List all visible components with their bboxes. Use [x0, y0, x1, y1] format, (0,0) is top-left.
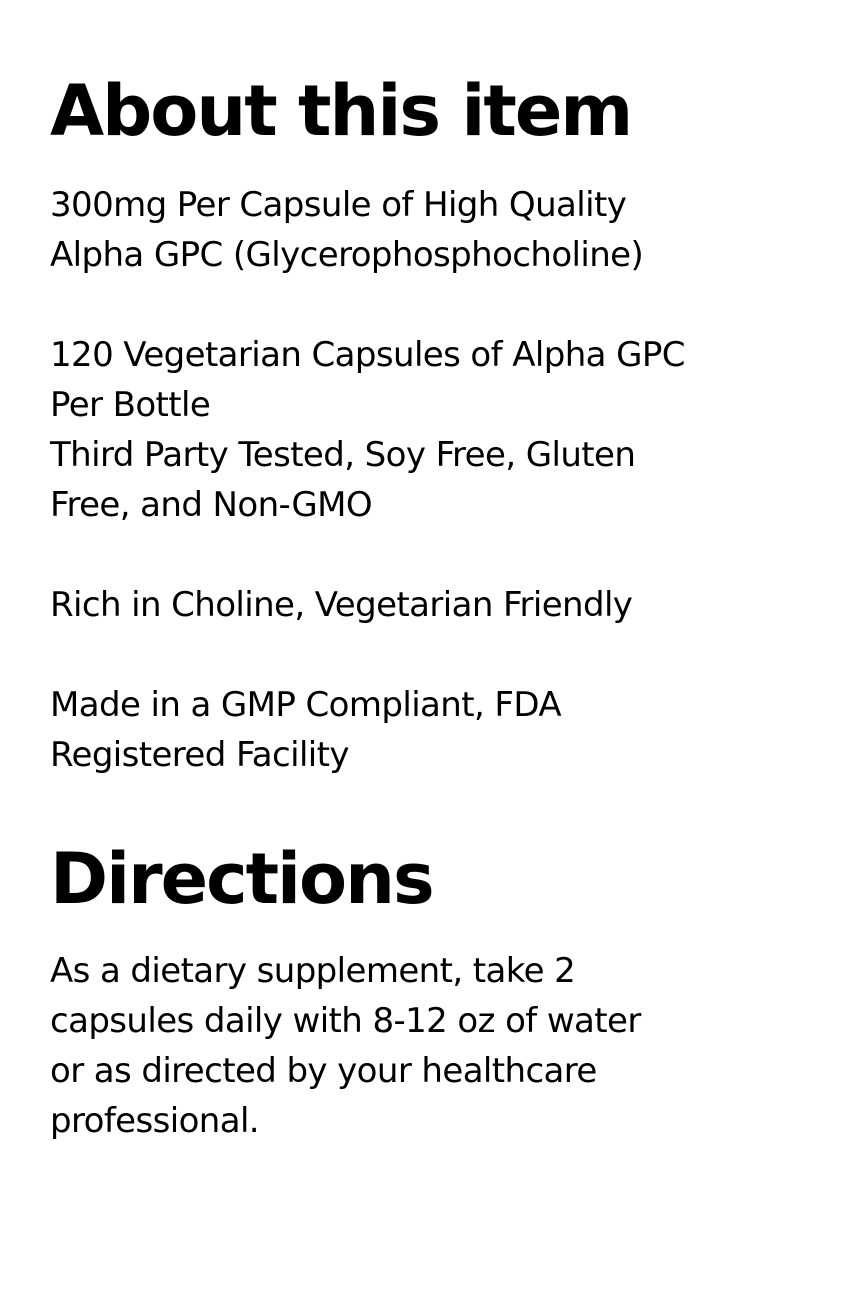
- about-line: Third Party Tested, Soy Free, Gluten: [50, 435, 636, 475]
- about-line: Registered Facility: [50, 735, 349, 775]
- about-line: 300mg Per Capsule of High Quality: [50, 185, 627, 225]
- about-bullet-choline: [50, 580, 830, 630]
- directions-heading: Directions: [50, 838, 433, 920]
- about-line: Per Bottle: [50, 385, 211, 425]
- about-line: Rich in Choline, Vegetarian Friendly: [50, 585, 633, 625]
- directions-line: As a dietary supplement, take 2: [50, 951, 576, 991]
- about-line: Free, and Non-GMO: [50, 485, 373, 525]
- directions-text: [50, 946, 830, 1146]
- about-line: 120 Vegetarian Capsules of Alpha GPC: [50, 335, 685, 375]
- about-bullet-bottle-testing: [50, 330, 830, 530]
- directions-line: or as directed by your healthcare: [50, 1051, 597, 1091]
- directions-line: professional.: [50, 1101, 260, 1141]
- about-line: Alpha GPC (Glycerophosphocholine): [50, 235, 644, 275]
- about-bullet-capsule-strength: [50, 180, 830, 280]
- about-line: Made in a GMP Compliant, FDA: [50, 685, 561, 725]
- about-bullet-facility: [50, 680, 830, 780]
- about-heading: About this item: [50, 70, 632, 152]
- directions-line: capsules daily with 8-12 oz of water: [50, 1001, 641, 1041]
